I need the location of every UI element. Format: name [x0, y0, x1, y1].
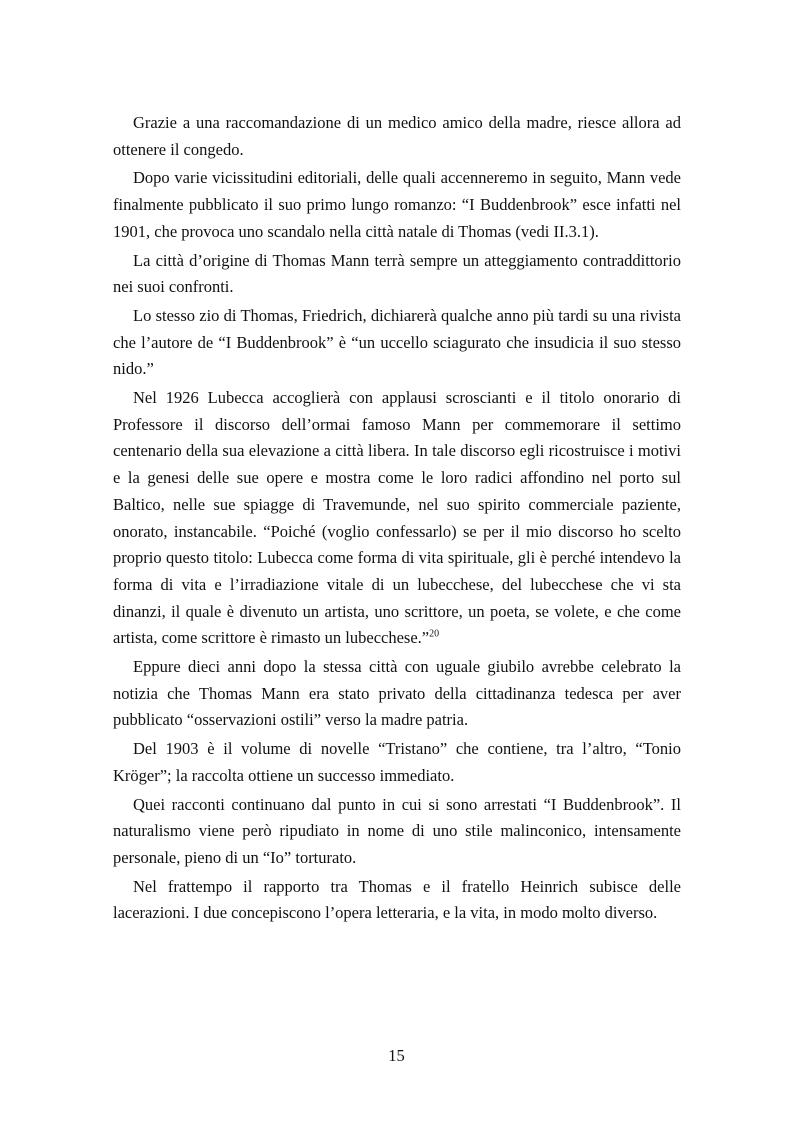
paragraph: Eppure dieci anni dopo la stessa città con uguale giubilo avrebbe celebrato la notizia che Thomas Mann era stato privato della cittadinanza tedesca per aver pubblicato “osservazioni ostili” verso la madre patria.	[113, 657, 681, 730]
paragraph-with-footnote	[113, 385, 681, 652]
paragraph: Grazie a una raccomandazione di un medico amico della madre, riesce allora ad ottenere il congedo.	[113, 113, 681, 159]
footnote-reference[interactable]: 20	[429, 628, 440, 640]
paragraph: Quei racconti continuano dal punto in cui si sono arrestati “I Buddenbrook”. Il naturalismo viene però ripudiato in nome di uno stile malinconico, intensamente personale, pieno di un “Io” torturato.	[113, 794, 681, 867]
paragraph: La città d’origine di Thomas Mann terrà sempre un atteggiamento contraddittorio nei suoi confronti.	[113, 250, 681, 297]
paragraph: Nel frattempo il rapporto tra Thomas e il fratello Heinrich subisce delle lacerazioni. I due concepiscono l’opera letteraria, e la vita, in modo molto diverso.	[113, 876, 681, 923]
paragraph: Dopo varie vicissitudini editoriali, delle quali accenneremo in seguito, Mann vede finalmente pubblicato il suo primo lungo romanzo: “I Buddenbrook” esce infatti nel 1901, che provoca uno scandalo nella città natale di Thomas (vedi II.3.1).	[113, 168, 681, 241]
page-number: 15	[388, 1046, 405, 1065]
paragraph: Lo stesso zio di Thomas, Friedrich, dichiarerà qualche anno più tardi su una rivista che l’autore de “I Buddenbrook” è “un uccello sciagurato che insudicia il suo stesso nido.”	[113, 305, 681, 379]
paragraph: Del 1903 è il volume di novelle “Tristano” che contiene, tra l’altro, “Tonio Kröger”; la raccolta ottiene un successo immediato.	[113, 739, 681, 785]
body-text	[113, 110, 681, 929]
paragraph-text: Nel 1926 Lubecca accoglierà con applausi scroscianti e il titolo onorario di Professore il discorso dell’ormai famoso Mann per commemorare il settimo centenario della sua elevazione a città libera. In tale discorso egli ricostruisce i motivi e la genesi delle sue opere e mostra come le loro radici affondino nel porto sul Baltico, nelle sue spiagge di Travemunde, nel suo spirito commerciale paziente, onorato, instancabile. “Poiché (voglio confessarlo) se per il mio discorso ho scelto proprio questo titolo: Lubecca come forma di vita spirituale, gli è perché intendevo la forma di vita e l’irradiazione vitale di un lubecchese, del lubecchese che vi sta dinanzi, il quale è divenuto un artista, uno scrittore, un poeta, se volete, e che come artista, come scrittore è rimasto un lubecchese.”	[113, 388, 681, 648]
